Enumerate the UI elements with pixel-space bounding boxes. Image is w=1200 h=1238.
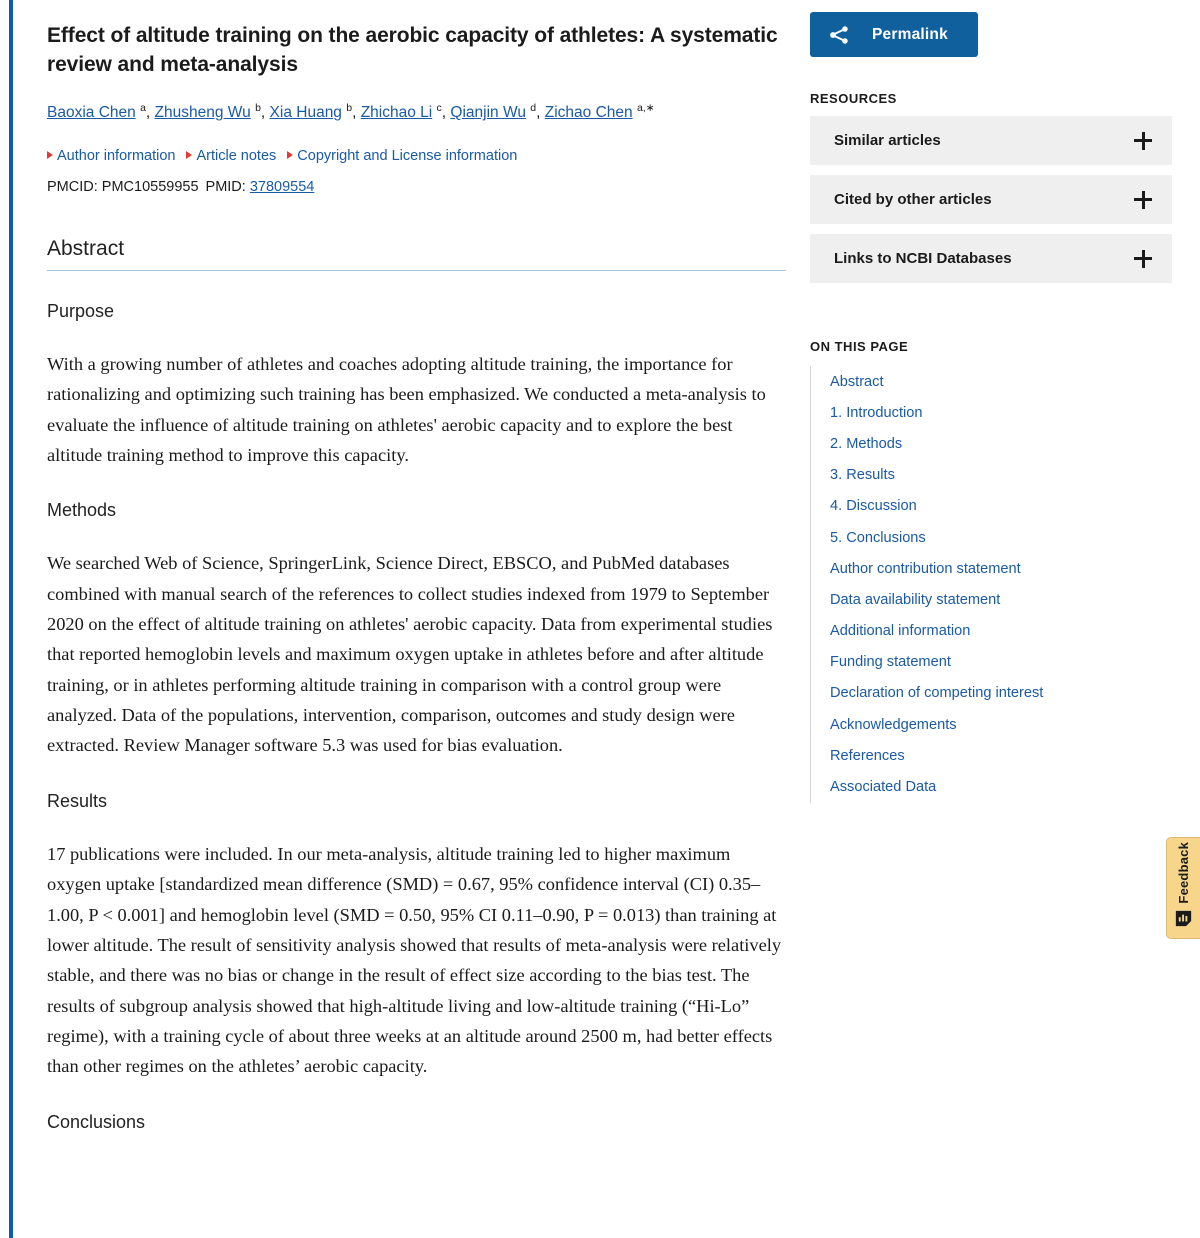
section-text-results: 17 publications were included. In our meta-analysis, altitude training led to higher maximum oxygen uptake [standardized mean difference (SMD) = 0.67, 95% confidence interval (CI) 0.35–1.00, P < 0.001] and hemoglobin level (SMD = 0.50, 95% CI 0.11–0.90, P = 0.013) than training at lower altitude. The result of sensitivity analysis showed that results of meta-analysis were relatively stable, and there was no bias or change in the result of effect size according to the bias test. The results of subgroup analysis showed that high-altitude living and low-altitude training (“Hi-Lo” regime), with a training cycle of about three weeks at an altitude around 2500 m, had better effects than other regimes on the athletes’ aerobic capacity. — [47, 843, 782, 1077]
author-link[interactable]: Qianjin Wu — [450, 104, 526, 122]
section-heading-results: Results — [47, 790, 108, 811]
author-separator: , — [352, 104, 361, 122]
copyright-license-label: Copyright and License information — [297, 148, 518, 165]
list-item — [830, 584, 1172, 615]
page-title: Effect of altitude training on the aerobic capacity of athletes: A systematic review and meta-analysis — [47, 24, 778, 76]
copyright-license-toggle[interactable] — [287, 148, 517, 164]
resources-heading: RESOURCES — [810, 91, 897, 106]
author-information-toggle[interactable] — [47, 148, 175, 164]
list-item — [830, 366, 1172, 397]
resource-label: Similar articles — [834, 132, 941, 149]
author-separator: , — [260, 104, 270, 122]
toc-link-author-contribution-statement[interactable]: Author contribution statement — [830, 560, 1021, 577]
resource-label: Cited by other articles — [834, 191, 992, 208]
section-text-methods: We searched Web of Science, SpringerLink, Science Direct, EBSCO, and PubMed databases combined with manual search of the references to collect studies indexed from 1979 to September 2020 on the effect of altitude training on athletes' aerobic capacity. Data from experimental studies that reported hemoglobin levels and maximum oxygen uptake in athletes before and after altitude training, or in athletes performing altitude training in comparison with a control group were analyzed. Data of the populations, intervention, comparison, outcomes and study design were extracted. Review Manager software 5.3 was used for bias evaluation. — [47, 553, 773, 756]
share-icon — [828, 24, 850, 46]
plus-icon[interactable] — [1134, 191, 1152, 209]
list-item — [830, 460, 1172, 491]
author-entry — [360, 101, 442, 122]
chart-bars-icon — [1175, 910, 1192, 927]
section-heading-methods: Methods — [47, 500, 117, 521]
toc-link-additional-information[interactable]: Additional information — [830, 623, 971, 640]
resource-row-links-to-ncbi-databases[interactable] — [810, 234, 1172, 283]
toc-link-abstract[interactable]: Abstract — [830, 373, 884, 390]
author-affiliation: a — [140, 101, 146, 114]
on-this-page-heading: ON THIS PAGE — [810, 339, 909, 354]
toc-link-acknowledgements[interactable]: Acknowledgements — [830, 716, 957, 733]
author-affiliation: b — [346, 101, 353, 114]
list-item — [830, 397, 1172, 428]
plus-icon[interactable] — [1134, 132, 1152, 150]
list-item — [830, 553, 1172, 584]
abstract-heading: Abstract — [47, 237, 786, 271]
toc-link-results[interactable]: 3. Results — [830, 467, 895, 484]
toc-link-associated-data[interactable]: Associated Data — [830, 779, 937, 796]
pmid-link[interactable]: 37809554 — [249, 179, 315, 196]
author-link[interactable]: Baoxia Chen — [47, 104, 136, 122]
list-item — [830, 428, 1172, 459]
resource-label: Links to NCBI Databases — [834, 250, 1012, 267]
author-entry — [450, 101, 537, 122]
author-affiliation: a,∗ — [636, 101, 655, 114]
toc-link-introduction[interactable]: 1. Introduction — [830, 404, 923, 421]
pmcid-value: PMC10559955 — [101, 179, 199, 196]
author-link[interactable]: Zhichao Li — [360, 104, 433, 122]
pmcid-label: PMCID: — [47, 179, 98, 196]
section-heading-purpose: Purpose — [47, 300, 115, 321]
toc-link-conclusions[interactable]: 5. Conclusions — [830, 529, 926, 546]
author-entry — [269, 101, 353, 122]
toc-link-data-availability-statement[interactable]: Data availability statement — [830, 591, 1001, 608]
author-link[interactable]: Zichao Chen — [544, 104, 633, 122]
author-list — [47, 101, 786, 124]
toc-link-declaration-of-competing-interest[interactable]: Declaration of competing interest — [830, 685, 1044, 702]
author-separator: , — [145, 104, 155, 122]
article-meta-links — [47, 146, 786, 168]
article-identifiers — [47, 177, 786, 199]
plus-icon[interactable] — [1134, 250, 1152, 268]
author-entry — [47, 101, 146, 122]
permalink-label: Permalink — [872, 25, 948, 43]
list-item — [830, 709, 1172, 740]
feedback-tab[interactable] — [1166, 837, 1200, 939]
toc-link-discussion[interactable]: 4. Discussion — [830, 498, 917, 515]
triangle-right-icon — [186, 151, 192, 159]
author-affiliation: c — [436, 101, 442, 114]
toc-link-references[interactable]: References — [830, 747, 905, 764]
pmid-label: PMID: — [205, 179, 246, 196]
toc-link-funding-statement[interactable]: Funding statement — [830, 654, 951, 671]
resource-row-cited-by-other-articles[interactable] — [810, 175, 1172, 224]
triangle-right-icon — [47, 151, 53, 159]
side-column — [810, 0, 1200, 803]
feedback-label: Feedback — [1176, 842, 1191, 904]
author-entry — [154, 101, 261, 122]
list-item — [830, 740, 1172, 771]
list-item — [830, 771, 1172, 802]
author-link[interactable]: Zhusheng Wu — [154, 104, 251, 122]
author-affiliation: b — [255, 101, 261, 114]
list-item — [830, 522, 1172, 553]
author-separator: , — [536, 104, 545, 122]
section-text-purpose: With a growing number of athletes and coaches adopting altitude training, the importance for rationalizing and optimizing such training has been emphasized. We conducted a meta-analysis to evaluate the influence of altitude training on athletes' aerobic capacity and to explore the best altitude training method to improve this capacity. — [47, 353, 766, 465]
on-this-page-list — [810, 366, 1172, 803]
author-affiliation: d — [530, 101, 537, 114]
toc-link-methods[interactable]: 2. Methods — [830, 435, 903, 452]
list-item — [830, 616, 1172, 647]
section-heading-conclusions: Conclusions — [47, 1111, 146, 1132]
permalink-button[interactable] — [810, 12, 978, 57]
list-item — [830, 647, 1172, 678]
list-item — [830, 491, 1172, 522]
article-notes-toggle[interactable] — [186, 148, 276, 164]
list-item — [830, 678, 1172, 709]
author-entry — [544, 101, 655, 122]
article-notes-label: Article notes — [196, 148, 277, 165]
resource-row-similar-articles[interactable] — [810, 116, 1172, 165]
author-link[interactable]: Xia Huang — [269, 104, 342, 122]
triangle-right-icon — [287, 151, 293, 159]
author-separator: , — [441, 104, 451, 122]
author-information-label: Author information — [57, 148, 176, 165]
